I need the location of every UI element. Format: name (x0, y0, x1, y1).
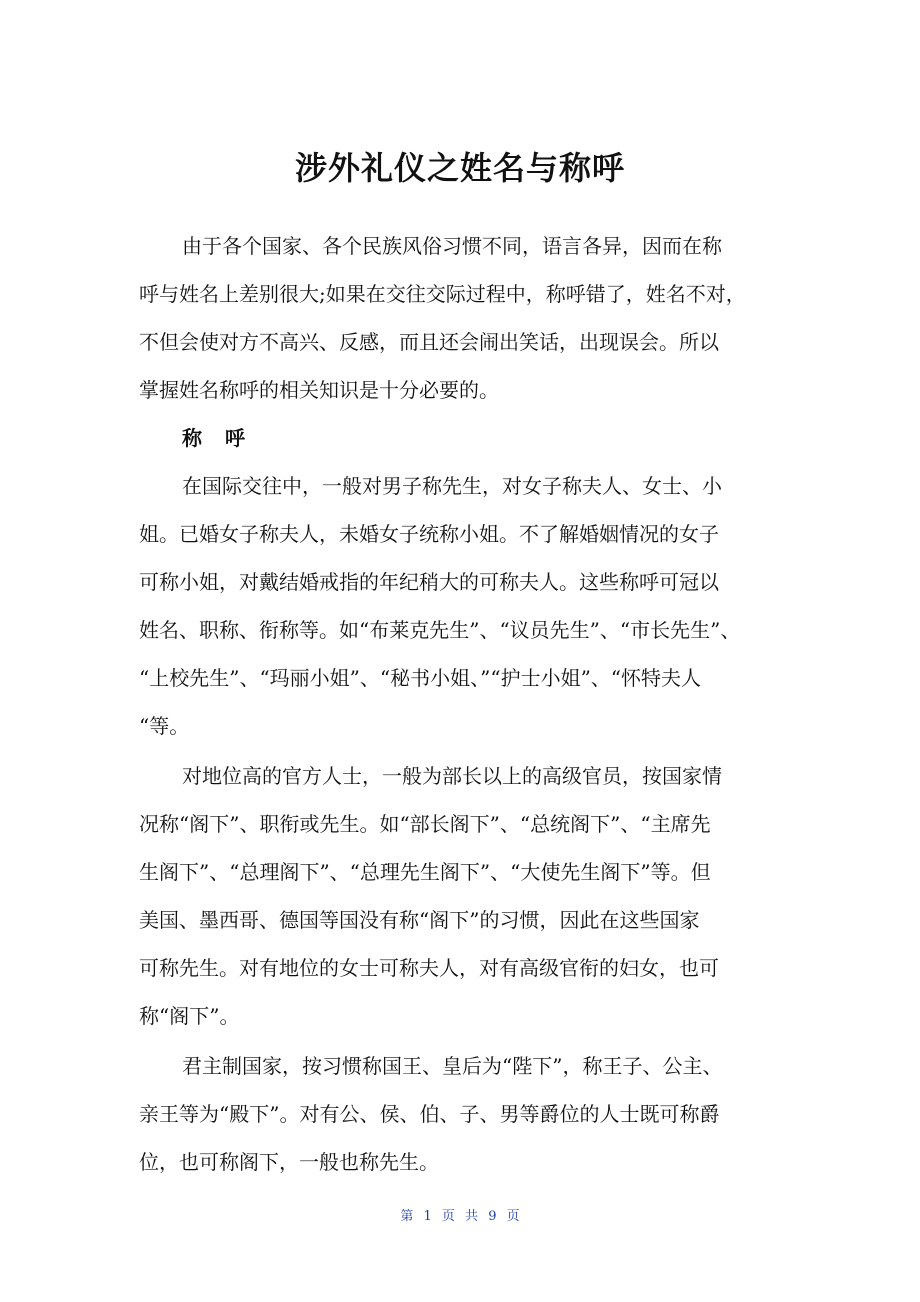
intro-line: 不但会使对方不高兴、反感，而且还会闹出笑话，出现误会。所以 (139, 330, 719, 354)
page-footer: 第 1 页 共 9 页 (400, 1209, 520, 1224)
paragraph-line: 生阁下”、“总理阁下”、“总理先生阁下”、“大使先生阁下”等。但 (139, 860, 711, 884)
paragraph-line: 对地位高的官方人士，一般为部长以上的高级官员，按国家情 (182, 764, 722, 788)
intro-line: 由于各个国家、各个民族风俗习惯不同，语言各异，因而在称 (182, 234, 722, 258)
paragraph-line: 姓名、职称、衔称等。如“布莱克先生”、“议员先生”、“市长先生”、 (139, 618, 741, 642)
paragraph-line: 君主制国家，按习惯称国王、皇后为“陛下”，称王子、公主、 (182, 1054, 723, 1078)
paragraph-line: 姐。已婚女子称夫人，未婚女子统称小姐。不了解婚姻情况的女子 (139, 522, 719, 546)
paragraph-line: “等。 (139, 714, 190, 738)
paragraph-line: 亲王等为“殿下”。对有公、侯、伯、子、男等爵位的人士既可称爵 (139, 1102, 720, 1126)
paragraph-line: 可称小姐，对戴结婚戒指的年纪稍大的可称夫人。这些称呼可冠以 (139, 570, 719, 594)
section-heading: 称 呼 (182, 426, 253, 450)
paragraph-line: 可称先生。对有地位的女士可称夫人，对有高级官衔的妇女，也可 (139, 956, 719, 980)
paragraph-line: 况称“阁下”、职衔或先生。如“部长阁下”、“总统阁下”、“主席先 (139, 812, 711, 836)
paragraph-line: “上校先生”、“玛丽小姐”、“秘书小姐、”“护士小姐”、“怀特夫人 (139, 666, 702, 690)
paragraph-line: 美国、墨西哥、德国等国没有称“阁下”的习惯，因此在这些国家 (139, 908, 700, 932)
intro-line: 掌握姓名称呼的相关知识是十分必要的。 (139, 378, 499, 402)
document-title: 涉外礼仪之姓名与称呼 (294, 149, 625, 187)
paragraph-line: 在国际交往中，一般对男子称先生，对女子称夫人、女士、小 (182, 474, 722, 498)
paragraph-line: 称“阁下”。 (139, 1004, 240, 1028)
intro-line: 呼与姓名上差别很大;如果在交往交际过程中，称呼错了，姓名不对， (139, 282, 746, 306)
paragraph-line: 位，也可称阁下，一般也称先生。 (139, 1150, 439, 1174)
